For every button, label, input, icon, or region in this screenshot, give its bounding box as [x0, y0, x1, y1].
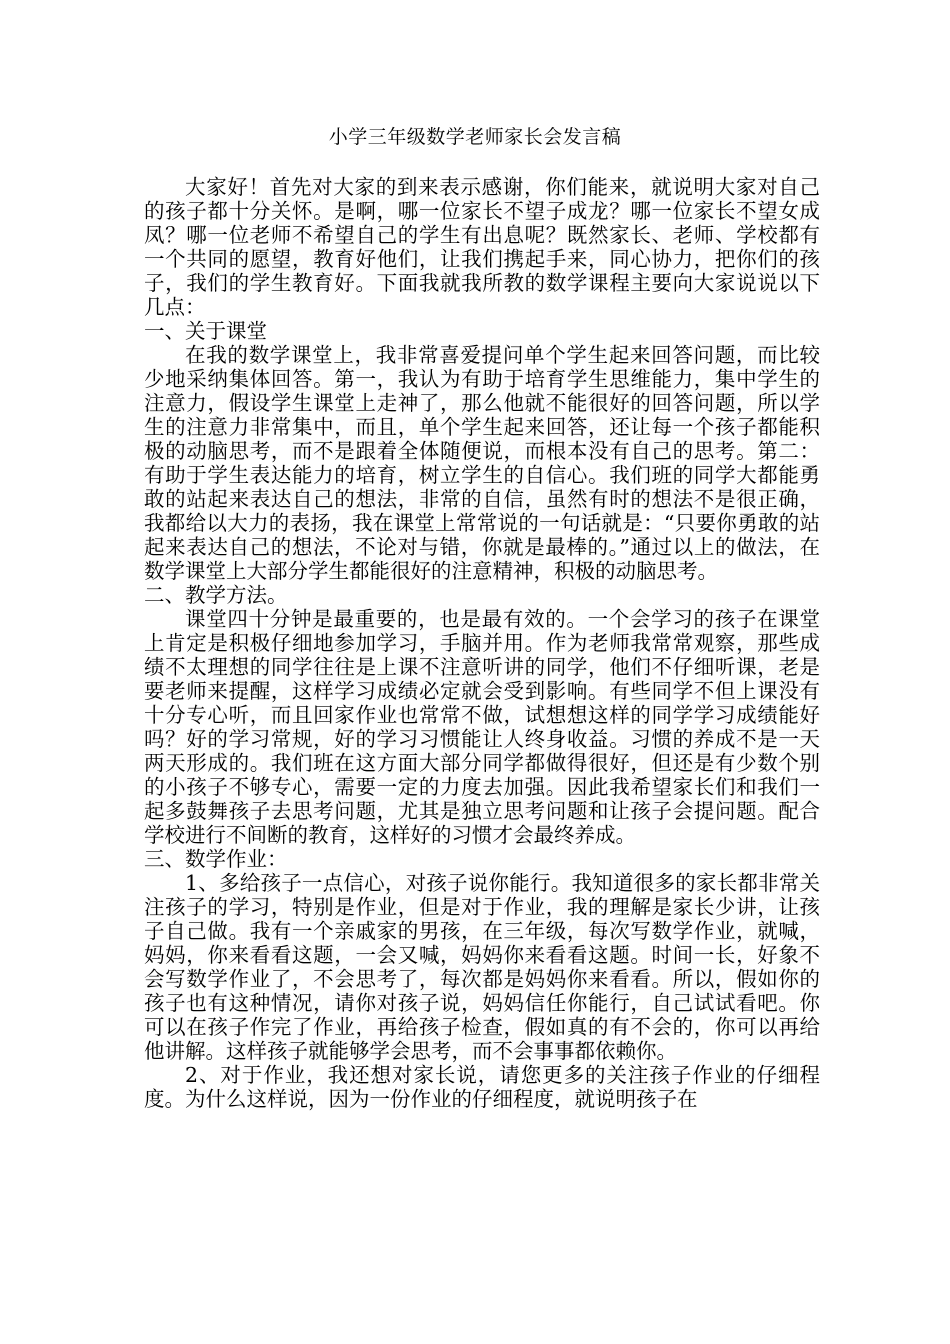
document-title: 小学三年级数学老师家长会发言稿	[328, 126, 622, 148]
section-heading-classroom: 一、关于课堂	[144, 319, 267, 343]
section-heading-homework: 三、数学作业：	[144, 847, 288, 871]
teaching-method-paragraph: 课堂四十分钟是最重要的，也是最有效的。一个会学习的孩子在课堂上肯定是积极仔细地参加学习，手脑并用。作为老师我常常观察，那些成绩不太理想的同学往往是上课不注意听讲的同学，他们不仔细听课，老是要老师来提醒，这样学习成绩必定就会受到影响。有些同学不但上课没有十分专心听，而且回家作业也常常不做，试想想这样的同学学习成绩能好吗？好的学习常规，好的学习习惯能让人终身收益。习惯的养成不是一天两天形成的。我们班在这方面大部分同学都做得很好，但还是有少数个别的小孩子不够专心，需要一定的力度去加强。因此我希望家长们和我们一起多鼓舞孩子去思考问题，尤其是独立思考问题和让孩子会提问题。配合学校进行不间断的教育，这样好的习惯才会最终养成。	[144, 607, 820, 847]
document-body	[144, 175, 820, 1111]
classroom-paragraph: 在我的数学课堂上，我非常喜爱提问单个学生起来回答问题，而比较少地采纳集体回答。第一，我认为有助于培育学生思维能力，集中学生的注意力，假设学生课堂上走神了，那么他就不能很好的回答问题，所以学生的注意力非常集中，而且，单个学生起来回答，还让每一个孩子都能积极的动脑思考，而不是跟着全体随便说，而根本没有自己的思考。第二：有助于学生表达能力的培育，树立学生的自信心。我们班的同学大都能勇敢的站起来表达自己的想法，非常的自信，虽然有时的想法不是很正确，我都给以大力的表扬，我在课堂上常常说的一句话就是：“只要你勇敢的站起来表达自己的想法，不论对与错，你就是最棒的。”通过以上的做法，在数学课堂上大部分学生都能很好的注意精神，积极的动脑思考。	[144, 343, 820, 583]
homework-paragraph-2: 2、对于作业，我还想对家长说，请您更多的关注孩子作业的仔细程度。为什么这样说，因为一份作业的仔细程度，就说明孩子在	[144, 1063, 820, 1111]
homework-paragraph-1: 1、多给孩子一点信心，对孩子说你能行。我知道很多的家长都非常关注孩子的学习，特别是作业，但是对于作业，我的理解是家长少讲，让孩子自己做。我有一个亲戚家的男孩，在三年级，每次写数学作业，就喊，妈妈，你来看看这题，一会又喊，妈妈你来看看这题。时间一长，好象不会写数学作业了，不会思考了，每次都是妈妈你来看看。所以，假如你的孩子也有这种情况，请你对孩子说，妈妈信任你能行，自己试试看吧。你可以在孩子作完了作业，再给孩子检查，假如真的有不会的，你可以再给他讲解。这样孩子就能够学会思考，而不会事事都依赖你。	[144, 871, 820, 1063]
intro-paragraph: 大家好！首先对大家的到来表示感谢，你们能来，就说明大家对自己的孩子都十分关怀。是啊，哪一位家长不望子成龙？哪一位家长不望女成凤？哪一位老师不希望自己的学生有出息呢？既然家长、老师、学校都有一个共同的愿望，教育好他们，让我们携起手来，同心协力，把你们的孩子，我们的学生教育好。下面我就我所教的数学课程主要向大家说说以下几点：	[144, 175, 820, 319]
section-heading-teaching-method: 二、教学方法。	[144, 583, 288, 607]
